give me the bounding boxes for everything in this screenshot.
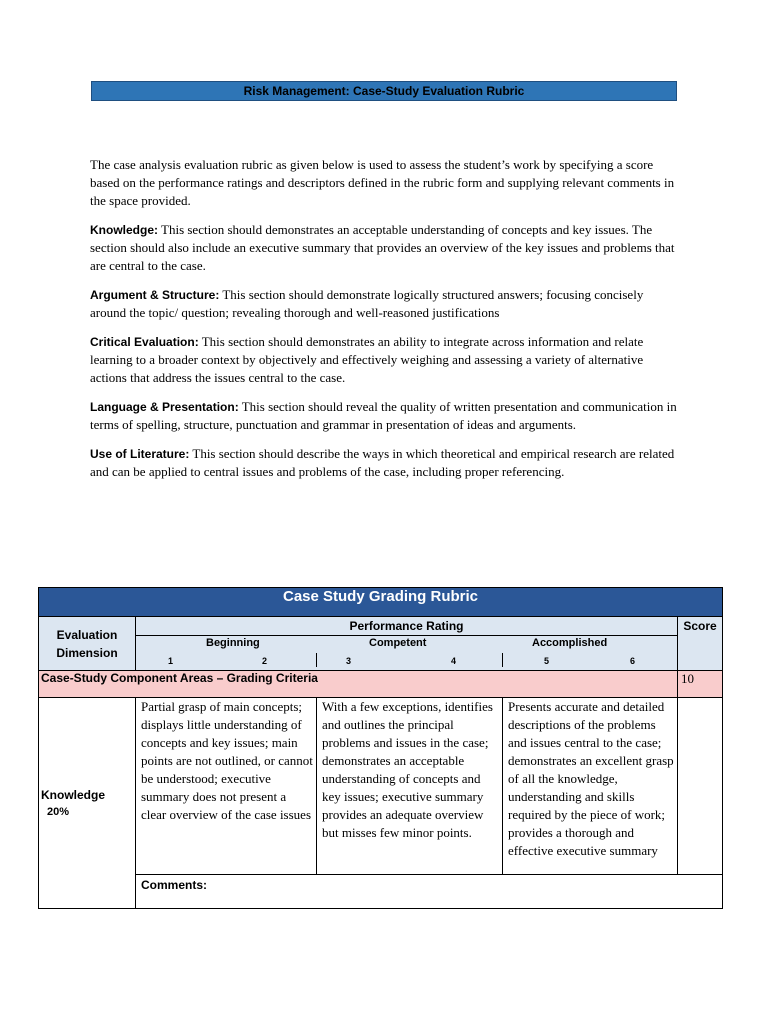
criteria-row xyxy=(39,671,723,698)
descriptor-beginning: Partial grasp of main concepts; displays little understanding of concepts and key issues; main points are not outlined, or cannot be understood; executive summary does not present a clear overview of the case issues xyxy=(136,698,317,875)
rubric-title-row xyxy=(39,588,723,617)
level-accomplished: Accomplished xyxy=(532,637,608,649)
intro-text xyxy=(90,156,680,492)
section-label: Knowledge: xyxy=(90,223,158,237)
rating-number: 5 xyxy=(544,656,550,666)
section-label: Use of Literature: xyxy=(90,447,190,461)
section-label: Argument & Structure: xyxy=(90,288,220,302)
comments-row xyxy=(39,875,723,909)
section-knowledge xyxy=(90,221,680,275)
score-cell[interactable] xyxy=(678,698,723,875)
section-text: This section should demonstrate logically structured answers; focusing concisely around the topic/ question; revealing thorough and well-reasoned justifications xyxy=(90,287,644,320)
rubric-header-row xyxy=(39,617,723,636)
dimension-name: Knowledge xyxy=(41,788,106,802)
rating-divider xyxy=(316,653,317,667)
level-competent: Competent xyxy=(369,637,427,649)
rubric-title: Case Study Grading Rubric xyxy=(39,588,723,617)
rating-number: 1 xyxy=(168,656,174,666)
descriptor-accomplished: Presents accurate and detailed descriptions of the problems and issues central to the case; demonstrates an excellent grasp of all the knowledge, understanding and skills required by the piece of work; provides a thorough and effective executive summary xyxy=(503,698,678,875)
section-label: Language & Presentation: xyxy=(90,400,239,414)
dimension-weight: 20% xyxy=(47,806,70,818)
eval-header-line1: Evaluation xyxy=(56,627,118,642)
section-text: This section should reveal the quality of written presentation and communication in terms of spelling, structure, punctuation and grammar in presentation of ideas and arguments. xyxy=(90,399,677,432)
performance-rating-header: Performance Rating xyxy=(136,617,678,636)
rating-number: 4 xyxy=(451,656,457,666)
section-argument-structure xyxy=(90,286,680,322)
document-title-banner: Risk Management: Case-Study Evaluation Rubric xyxy=(91,81,677,101)
evaluation-dimension-header xyxy=(39,617,136,671)
score-header: Score xyxy=(678,617,723,671)
section-label: Critical Evaluation: xyxy=(90,335,199,349)
grading-rubric-table xyxy=(38,587,723,909)
rating-number: 2 xyxy=(262,656,268,666)
rating-levels xyxy=(136,636,678,671)
section-text: This section should describe the ways in which theoretical and empirical research are related and can be applied to central issues and problems of the case, including proper referencing. xyxy=(90,446,675,479)
eval-header-line2: Dimension xyxy=(56,645,118,660)
dimension-knowledge xyxy=(39,698,136,909)
criteria-score: 10 xyxy=(678,671,723,698)
rating-number: 3 xyxy=(346,656,352,666)
rating-number: 6 xyxy=(630,656,636,666)
knowledge-row xyxy=(39,698,723,875)
intro-paragraph: The case analysis evaluation rubric as given below is used to assess the student’s work by specifying a score based on the performance ratings and descriptors defined in the rubric form and supplying relevant comments in the space provided. xyxy=(90,157,675,208)
section-language-presentation xyxy=(90,398,680,434)
section-critical-evaluation xyxy=(90,333,680,387)
section-text: This section should demonstrates an acceptable understanding of concepts and key issues. The section should also include an executive summary that provides an overview of the key issues and problems that are central to the case. xyxy=(90,222,675,273)
rating-divider xyxy=(502,653,503,667)
section-text: This section should demonstrates an ability to integrate across information and relate learning to a broader context by objectively and effectively weighing and assessing a variety of alternative actions that address the issues central to the case. xyxy=(90,334,644,385)
descriptor-competent: With a few exceptions, identifies and outlines the principal problems and issues in the case; demonstrates an acceptable understanding of concepts and key issues; executive summary provides an adequate overview but misses few minor points. xyxy=(317,698,503,875)
rating-levels-row xyxy=(39,636,723,671)
criteria-label: Case-Study Component Areas – Grading Criteria xyxy=(39,671,678,698)
level-beginning: Beginning xyxy=(206,637,260,649)
comments-field[interactable]: Comments: xyxy=(136,875,723,909)
section-use-of-literature xyxy=(90,445,680,481)
